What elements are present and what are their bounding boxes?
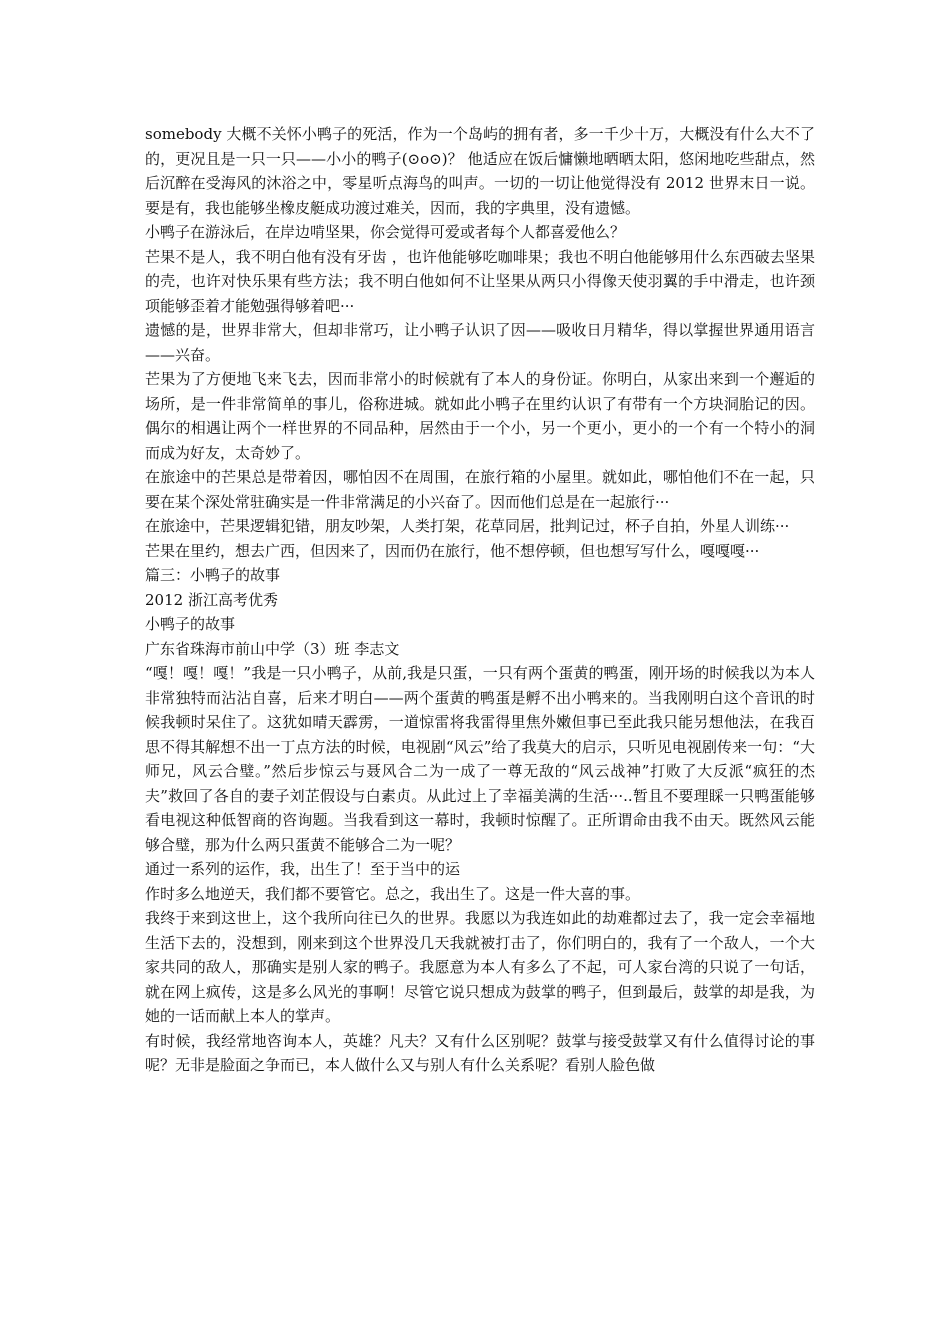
section-subtitle: 2012 浙江高考优秀 — [145, 590, 278, 609]
paragraph-mango-teeth: 芒果不是人，我不明白他有没有牙齿 ，也许他能够吃咖啡果；我也不明白他能够用什么东西破去坚果的壳，也许对快乐果有些方法；我不明白他如何不让坚果从两只小得像天使羽翼的手中滑走，也许颈项能够歪着才能勉强得够着吧··· — [145, 247, 815, 315]
paragraph-journey: 在旅途中的芒果总是带着因，哪怕因不在周围，在旅行箱的小屋里。就如此，哪怕他们不在一起，只要在某个深处常驻确实是一件非常满足的小兴奋了。因而他们总是在一起旅行··· — [145, 468, 815, 511]
paragraph-mango-id: 芒果为了方便地飞来飞去，因而非常小的时候就有了本人的身份证。你明白，从家出来到一个邂逅的场所，是一件非常简单的事儿，俗称进城。就如此小鸭子在里约认识了有带有一个方块洞胎记的因。 偶尔的相遇让两个一样世界的不同品种，居然由于一个小，另一个更小，更小的一个有一个特小的洞而成为好友，太奇妙了。 — [145, 370, 815, 462]
paragraph-duckling-question: 小鸭子在游泳后，在岸边啃坚果，你会觉得可爱或者每个人都喜爱他么？ — [145, 223, 626, 241]
paragraph-born-1: 通过一系列的运作，我，出生了！至于当中的运 — [145, 860, 461, 878]
paragraph-quack: “嘎！嘎！嘎！”我是一只小鸭子，从前,我是只蛋，一只有两个蛋黄的鸭蛋，刚开场的时候我以为本人非常独特而沾沾自喜，后来才明白——两个蛋黄的鸭蛋是孵不出小鸭来的。当我刚明白这个音讯的时候我顿时呆住了。这犹如晴天霹雳，一道惊雷将我雷得里焦外嫩但事已至此我只能另想他法，在我百思不得其解想不出一丁点方法的时候，电视剧“风云”给了我莫大的启示，只听见电视剧传来一句：“大师兄，风云合璧。”然后步惊云与聂风合二为一成了一尊无敌的“风云战神”打败了大反派“疯狂的杰夫”救回了各自的妻子刘芷假设与白素贞。从此过上了幸福美满的生活···..暂且不要理睬一只鸭蛋能够看电视这种低智商的咨询题。当我看到这一幕时，我顿时惊醒了。正所谓命由我不由天。既然风云能够合璧，那为什么两只蛋黄不能够合二为一呢？ — [145, 664, 815, 854]
paragraph-hero: 有时候，我经常地咨询本人，英雄？凡夫？又有什么区别呢？鼓掌与接受鼓掌又有什么值得讨论的事呢？无非是脸面之争而已，本人做什么又与别人有什么关系呢？看别人脸色做 — [145, 1031, 815, 1074]
section-heading: 篇三：小鸭子的故事 — [145, 566, 281, 584]
paragraph-somebody: somebody 大概不关怀小鸭子的死活，作为一个岛屿的拥有者，多一千少十万，大概没有什么大不了的，更况且是一只一只——小小的鸭子(⊙o⊙)？ 他适应在饭后慵懒地晒晒太阳，悠闲地吃些甜点，然后沉醉在受海风的沐浴之中，零星听点海鸟的叫声。一切的一切让他觉得没有 2012 世界末日一说。要是有，我也能够坐橡皮艇成功渡过难关，因而，我的字典里，没有遗憾。 — [145, 125, 815, 217]
paragraph-born-2: 作时多么地逆天，我们都不要管它。总之，我出生了。这是一件大喜的事。 — [145, 884, 641, 903]
essay-author: 广东省珠海市前山中学（3）班 李志文 — [145, 639, 400, 658]
paragraph-world: 我终于来到这世上，这个我所向往已久的世界。我愿以为我连如此的劫难都过去了，我一定会幸福地生活下去的，没想到，刚来到这个世界没几天我就被打击了，你们明白的，我有了一个敌人，一个大家共同的敌人，那确实是别人家的鸭子。我愿意为本人有多么了不起，可人家台湾的只说了一句话，就在网上疯传，这是多么风光的事啊！尽管它说只想成为鼓掌的鸭子，但到最后，鼓掌的却是我，为她的一话而献上本人的掌声。 — [145, 909, 815, 1025]
paragraph-journey-list: 在旅途中，芒果逻辑犯错，朋友吵架，人类打架，花草同居，批判记过，杯子自拍，外星人训练··· — [145, 517, 790, 535]
paragraph-rio: 芒果在里约，想去广西，但因来了，因而仍在旅行，他不想停顿，但也想写写什么，嘎嘎嘎··· — [145, 541, 760, 560]
document-body — [145, 122, 815, 1078]
paragraph-regret: 遗憾的是，世界非常大，但却非常巧，让小鸭子认识了因——吸收日月精华，得以掌握世界通用语言——兴奋。 — [145, 321, 815, 364]
essay-title: 小鸭子的故事 — [145, 615, 236, 633]
